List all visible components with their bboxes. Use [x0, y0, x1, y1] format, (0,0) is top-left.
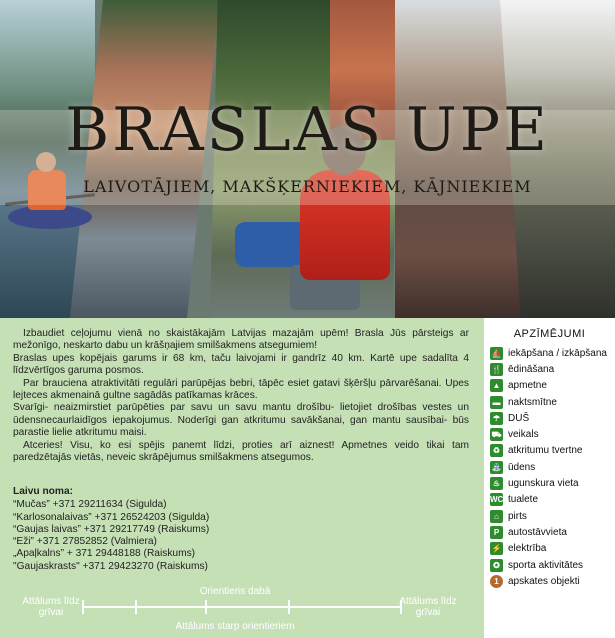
- legend-label: ūdens: [508, 461, 536, 473]
- legend-title: APZĪMĒJUMI: [513, 328, 586, 340]
- campfire-icon: ♨: [490, 477, 503, 490]
- boat-rental-title: Laivu noma:: [13, 486, 74, 497]
- legend-item: [490, 573, 607, 589]
- wc-icon: WC: [490, 495, 504, 505]
- parking-icon: P: [490, 526, 503, 539]
- legend-item: [490, 475, 607, 491]
- intro-paragraph: Par brauciena atraktivitāti regulāri parūpējas bebri, tāpēc esiet gatavi šķēršļu pārvarēšanai. Upes lejteces akmenainā gultne sagādās patīkamas krāces.: [13, 377, 469, 402]
- tent-icon: ▲: [490, 379, 503, 392]
- water-tap-icon: ⛲: [491, 462, 502, 472]
- boat-rental-item: “Karlosonalaivas” +371 26524203 (Sigulda): [13, 511, 210, 523]
- legend-label: DUŠ: [508, 412, 530, 424]
- legend-item: [490, 378, 607, 394]
- legend-label: tualete: [508, 494, 539, 506]
- page-subtitle: LAIVOTĀJIEM, MAKŠĶERNIEKIEM, KĀJNIEKIEM: [83, 177, 532, 196]
- legend-label: sporta aktivitātes: [508, 559, 584, 571]
- legend-item: [490, 410, 607, 426]
- boat-rental-item: "Gaujaskrasts" +371 29423270 (Raiskums): [13, 560, 208, 572]
- boat-rental-item: “Eži” +371 27852852 (Valmiera): [13, 536, 157, 548]
- sports-icon: ✪: [490, 559, 503, 572]
- legend-item: [490, 524, 607, 540]
- intro-text: [13, 328, 469, 464]
- fork-knife-icon: 🍴: [491, 364, 502, 374]
- legend-item: [490, 459, 607, 475]
- scale-tick: [288, 600, 290, 614]
- scale-line: [82, 606, 402, 608]
- intro-paragraph: Izbaudiet ceļojumu vienā no skaistākajām Latvijas mazajām upēm! Brasla Jūs pārsteigs ar mežonīgo, neskarto dabu un krāšņajiem smilšakmens atsegumiem!: [13, 328, 469, 352]
- intro-paragraph: Braslas upes kopējais garums ir 68 km, taču laivojami ir gandrīz 40 km. Kartē upe sadalīta 4 līdzvērtīgos garuma posmos.: [13, 352, 469, 377]
- photo-banner: [0, 0, 615, 318]
- legend-label: ēdināšana: [508, 363, 555, 375]
- legend-item: [490, 426, 607, 442]
- legend-label: ugunskura vieta: [508, 478, 579, 490]
- boat-rental-item: „Apaļkalns” + 371 29448188 (Raiskums): [13, 548, 196, 560]
- legend-label: autostāvvieta: [508, 526, 567, 538]
- legend-item: [490, 492, 607, 508]
- legend-item: [490, 557, 607, 573]
- trash-bin-icon: ♻: [490, 444, 503, 457]
- scale-label-right: Attālums līdz grīvai: [399, 596, 457, 618]
- legend-label: naktsmītne: [508, 396, 557, 408]
- page-title: BRASLAS UPE: [65, 95, 550, 165]
- sightseeing-number-icon: 1: [490, 575, 503, 588]
- distance-scale-legend: [0, 580, 484, 638]
- legend-item: [490, 508, 607, 524]
- scale-tick: [135, 600, 137, 614]
- legend-label: apmetne: [508, 380, 547, 392]
- backpack-shape: [235, 222, 310, 267]
- legend-item: [490, 443, 607, 459]
- legend-label: atkritumu tvertne: [508, 445, 583, 457]
- legend-label: pirts: [508, 510, 527, 522]
- scale-label-bottom: Attālums starp orientieriem: [175, 621, 295, 632]
- boat-rental-item: “Mučas” +371 29211634 (Sigulda): [13, 499, 167, 511]
- sauna-icon: ⌂: [490, 510, 503, 523]
- scale-tick: [205, 600, 207, 614]
- boat-rental-list: [13, 486, 209, 573]
- legend-item: [490, 541, 607, 557]
- scale-label-top: Orientieris dabā: [199, 586, 271, 597]
- cart-icon: ⛟: [491, 430, 502, 440]
- legend-label: elektrība: [508, 543, 547, 555]
- legend-label: veikals: [508, 429, 539, 441]
- intro-paragraph: Svarīgi- neaizmirstiet parūpēties par savu un savu mantu drošību- lietojiet drošības vestes un ūdensnecaurlaidīgos iepakojumus. Noderīgi gan atkritumu savākšanai, gan mantu sausībai- būs parastie lielie atkritumu maisi.: [13, 402, 469, 439]
- legend-label: iekāpšana / izkāpšana: [508, 347, 607, 359]
- scale-label-left: Attālums līdz grīvai: [22, 596, 80, 618]
- boat-launch-icon: ⛵: [491, 348, 502, 358]
- boat-rental-item: “Gaujas laivas” +371 29217749 (Raiskums): [13, 523, 210, 535]
- legend-item: [490, 394, 607, 410]
- legend-panel: [484, 318, 615, 638]
- scale-tick: [82, 600, 84, 614]
- intro-paragraph: Atceries! Visu, ko esi spējis panemt līdzi, proties arī aiznest! Apmetnes veido tikai tam paredzētajās vietās, neveic skrāpējumus smilšakmens atsegumos.: [13, 439, 469, 464]
- shower-icon: ☂: [490, 412, 503, 425]
- plug-icon: ⚡: [491, 544, 502, 554]
- bed-icon: ▬: [490, 396, 503, 409]
- legend-item: [490, 361, 607, 377]
- info-panel: [0, 318, 484, 638]
- legend-label: apskates objekti: [508, 575, 580, 587]
- legend-item: [490, 345, 607, 361]
